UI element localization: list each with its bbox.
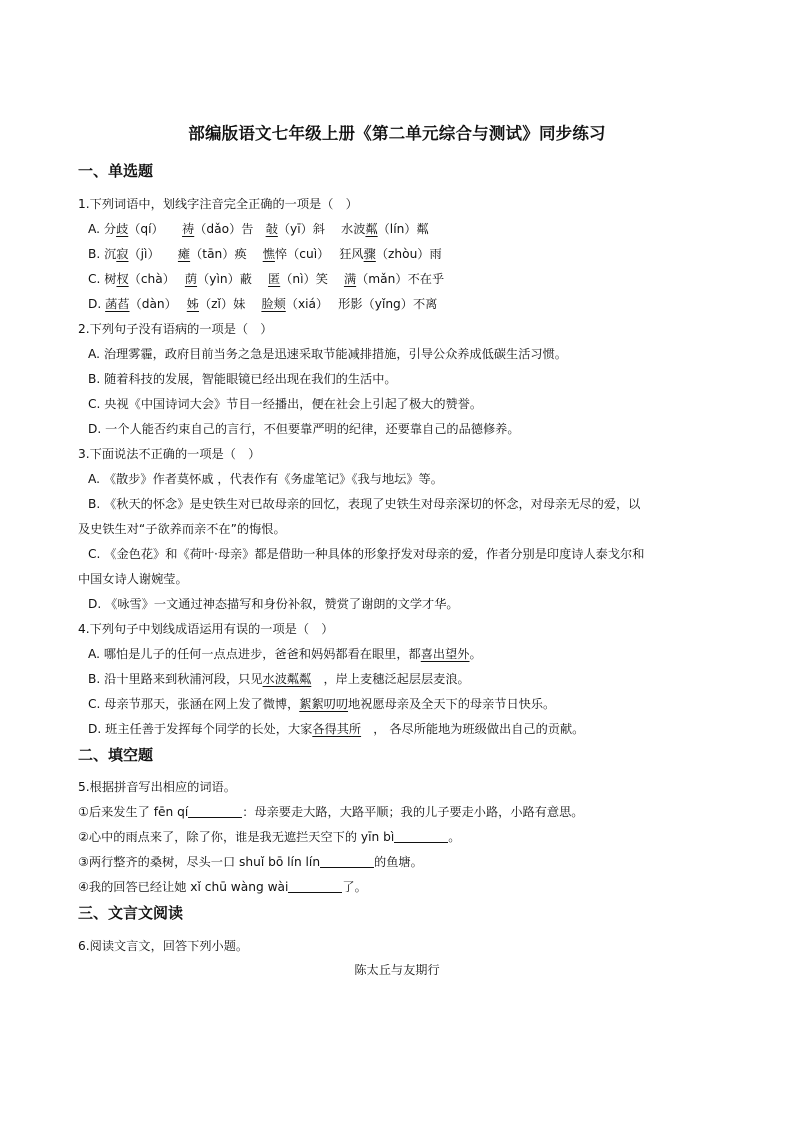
question-4-stem: 4.下列句子中划线成语运用有误的一项是（ ）	[78, 622, 334, 636]
answer-blank[interactable]	[320, 855, 374, 868]
question-2-option-b: B. 随着科技的发展，智能眼镜已经出现在我们的生活中。	[88, 372, 397, 386]
passage-title: 陈太丘与友期行	[354, 963, 440, 977]
question-5-item-3: ③两行整齐的桑树，尽头一口 shuǐ bō lín lín 的鱼塘。	[78, 855, 423, 869]
question-5-item-4: ④我的回答已经让她 xǐ chū wàng wài 了。	[78, 880, 367, 894]
question-4-option-b: B. 沿十里路来到秋浦河段，只见水波粼粼 ，岸上麦穗泛起层层麦浪。	[88, 672, 470, 686]
section-heading-single-choice: 一、单选题	[78, 162, 154, 180]
answer-blank[interactable]	[288, 880, 342, 893]
question-1-stem: 1.下列词语中，划线字注音完全正确的一项是（ ）	[78, 197, 358, 211]
section-heading-fill-blank: 二、填空题	[78, 746, 154, 764]
page-title: 部编版语文七年级上册《第二单元综合与测试》同步练习	[188, 124, 606, 143]
question-4-option-c: C. 母亲节那天，张涵在网上发了微博，絮絮叨叨地祝愿母亲及全天下的母亲节日快乐。	[88, 697, 556, 711]
question-5-stem: 5.根据拼音写出相应的词语。	[78, 780, 236, 794]
question-4-option-d: D. 班主任善于发挥每个同学的长处，大家各得其所 ， 各尽所能地为班级做出自己的贡献。	[88, 722, 585, 736]
question-3-option-d: D. 《咏雪》一文通过神态描写和身份补叙，赞赏了谢朗的文学才华。	[88, 597, 459, 611]
section-heading-classical-reading: 三、文言文阅读	[78, 904, 184, 922]
underlined-idiom: 絮絮叨叨	[299, 697, 349, 711]
question-2-stem: 2.下列句子没有语病的一项是（ ）	[78, 322, 273, 336]
underlined-idiom: 喜出望外	[420, 647, 470, 661]
question-2-option-c: C. 央视《中国诗词大会》节目一经播出，便在社会上引起了极大的赞誉。	[88, 397, 483, 411]
question-1-option-b: B. 沉寂（jì） 瘫（tān）痪 憔悴（cuì） 狂风骤（zhòu）雨	[88, 247, 442, 261]
question-3-option-a: A. 《散步》作者莫怀戚 ，代表作有《务虚笔记》《我与地坛》等。	[88, 472, 443, 486]
question-5-item-2: ②心中的雨点来了，除了你，谁是我无遮拦天空下的 yīn bì 。	[78, 830, 461, 844]
question-3-option-b-line2: 及史铁生对“子欲养而亲不在”的悔恨。	[78, 522, 286, 536]
question-1-option-d: D. 菡萏（dàn） 姊（zǐ）妹 脸颊（xiá） 形影（yǐng）不离	[88, 297, 438, 311]
answer-blank[interactable]	[188, 805, 242, 818]
underlined-idiom: 水波粼粼	[262, 672, 312, 686]
question-6-stem: 6.阅读文言文，回答下列小题。	[78, 939, 249, 953]
question-5-item-1: ①后来发生了 fēn qí ：母亲要走大路，大路平顺；我的儿子要走小路，小路有意思。	[78, 805, 584, 819]
question-3-stem: 3.下面说法不正确的一项是（ ）	[78, 447, 261, 461]
question-3-option-b-line1: B. 《秋天的怀念》是史铁生对已故母亲的回忆，表现了史铁生对母亲深切的怀念，对母亲无尽的爱，以	[88, 497, 641, 511]
question-1-option-c: C. 树杈（chà） 荫（yìn）蔽 匿（nì）笑 满（mǎn）不在乎	[88, 272, 445, 286]
question-1-option-a: A. 分歧（qí） 祷（dǎo）告 敧（yī）斜 水波粼（lín）粼	[88, 222, 429, 236]
question-3-option-c-line1: C. 《金色花》和《荷叶·母亲》都是借助一种具体的形象抒发对母亲的爱，作者分别是印度诗人泰戈尔和	[88, 547, 645, 561]
question-4-option-a: A. 哪怕是儿子的任何一点点进步，爸爸和妈妈都看在眼里，都喜出望外。	[88, 647, 482, 661]
underlined-idiom: 各得其所	[312, 722, 362, 736]
question-3-option-c-line2: 中国女诗人谢婉莹。	[78, 572, 188, 586]
question-2-option-d: D. 一个人能否约束自己的言行，不但要靠严明的纪律，还要靠自己的品德修养。	[88, 422, 520, 436]
question-2-option-a: A. 治理雾霾，政府目前当务之急是迅速采取节能减排措施，引导公众养成低碳生活习惯。	[88, 347, 567, 361]
answer-blank[interactable]	[394, 830, 448, 843]
